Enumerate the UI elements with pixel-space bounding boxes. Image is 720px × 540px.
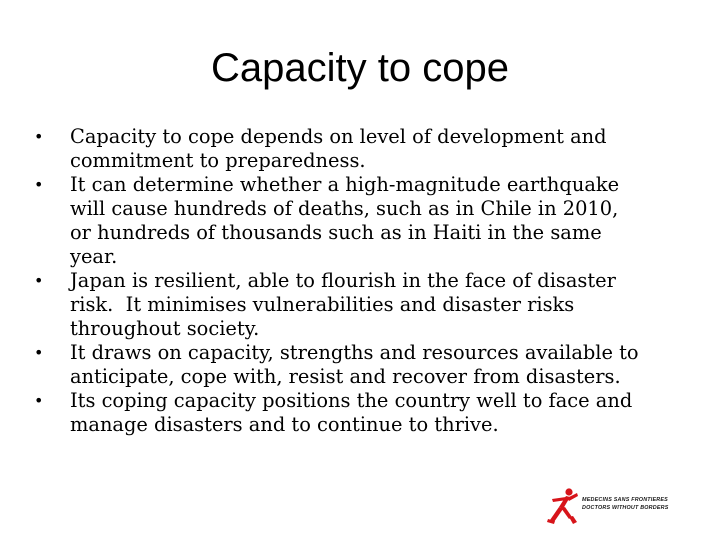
bullet-dot: •: [34, 271, 44, 290]
slide-title: Capacity to cope: [211, 46, 509, 90]
bullet-line: will cause hundreds of deaths, such as in Chile in 2010,: [70, 197, 619, 220]
bullet-line: Its coping capacity positions the country well to face and: [70, 389, 633, 412]
bullet-line: It can determine whether a high-magnitude earthquake: [70, 173, 620, 196]
bullet-line: or hundreds of thousands such as in Haiti in the same: [70, 221, 602, 244]
msf-logo-line-french: MEDECINS SANS FRONTIERES: [582, 497, 668, 503]
bullet-dot: •: [34, 391, 44, 410]
bullet-dot: •: [34, 127, 44, 146]
bullet-line: risk. It minimises vulnerabilities and disaster risks: [70, 293, 575, 316]
bullet-list: [34, 125, 704, 437]
bullet-item: [34, 341, 704, 389]
bullet-line: commitment to preparedness.: [70, 149, 366, 172]
bullet-line: throughout society.: [70, 317, 260, 340]
bullet-item: [34, 173, 704, 269]
msf-running-figure-icon: [542, 486, 584, 526]
bullet-line: anticipate, cope with, resist and recover from disasters.: [70, 365, 621, 388]
bullet-item: [34, 125, 704, 173]
bullet-item: [34, 269, 704, 341]
bullet-line: Capacity to cope depends on level of development and: [70, 125, 607, 148]
msf-logo-line-english: DOCTORS WITHOUT BORDERS: [582, 505, 669, 511]
bullet-item: [34, 389, 704, 437]
bullet-line: year.: [70, 245, 118, 268]
bullet-line: Japan is resilient, able to flourish in the face of disaster: [70, 269, 616, 292]
msf-logo: [542, 486, 692, 526]
bullet-dot: •: [34, 175, 44, 194]
bullet-line: manage disasters and to continue to thrive.: [70, 413, 499, 436]
bullet-line: It draws on capacity, strengths and resources available to: [70, 341, 639, 364]
msf-logo-text: [582, 496, 702, 512]
bullet-dot: •: [34, 343, 44, 362]
